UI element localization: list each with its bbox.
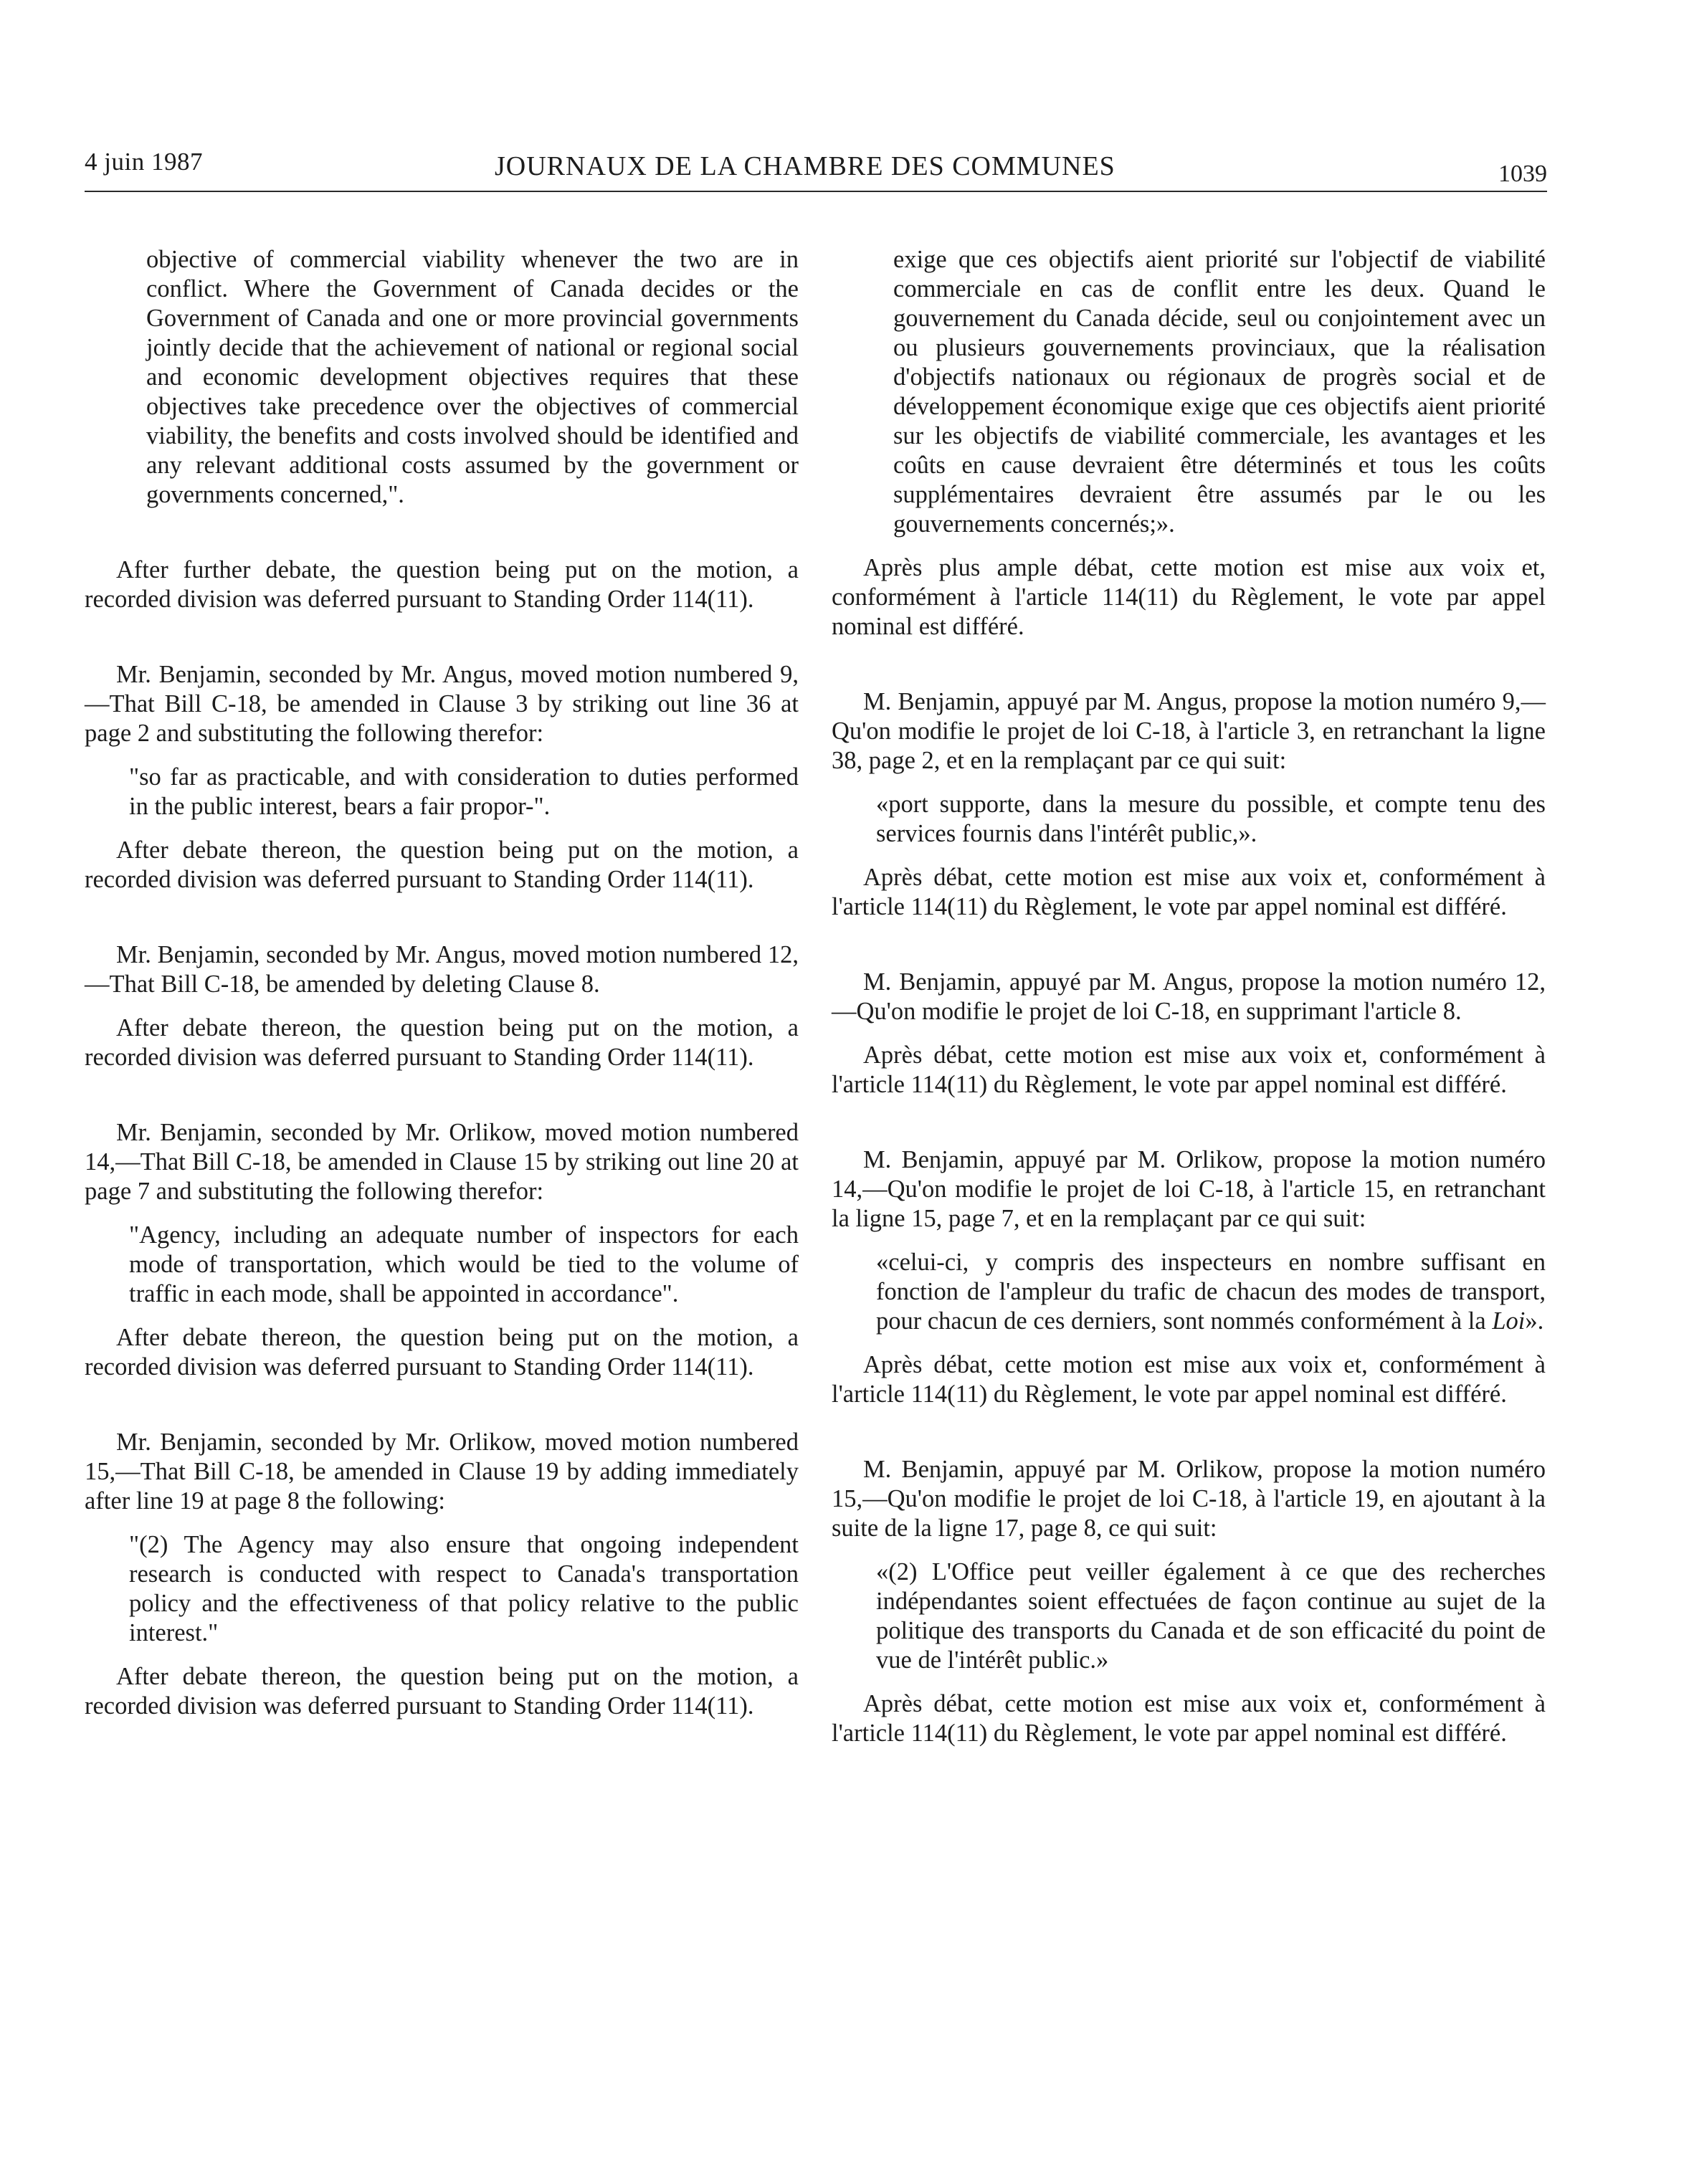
- french-column: [832, 245, 1546, 1748]
- quoted-amendment: "(2) The Agency may also ensure that ongoing independent research is conducted with respect to Canada's transportation policy and the effectiveness of that policy relative to the public interest.": [129, 1531, 799, 1646]
- motion-paragraph: Mr. Benjamin, seconded by Mr. Angus, moved motion numbered 9,—That Bill C-18, be amended in Clause 3 by striking out line 36 at page 2 and substituting the following therefor:: [85, 661, 799, 747]
- quote-end: ».: [1525, 1307, 1544, 1335]
- page-header: [85, 140, 1547, 192]
- motion-paragraph: Mr. Benjamin, seconded by Mr. Orlikow, moved motion numbered 14,—That Bill C-18, be amended in Clause 15 by striking out line 20 at page 7 and substituting the following therefor:: [85, 1119, 799, 1205]
- page-number: 1039: [1498, 161, 1547, 187]
- motion-paragraph: Mr. Benjamin, seconded by Mr. Orlikow, moved motion numbered 15,—That Bill C-18, be amended in Clause 19 by adding immediately after line 19 at page 8 the following:: [85, 1429, 799, 1515]
- motion-paragraph: Mr. Benjamin, seconded by Mr. Angus, moved motion numbered 12,—That Bill C-18, be amended by deleting Clause 8.: [85, 941, 799, 998]
- motion-paragraph: M. Benjamin, appuyé par M. Angus, propose la motion numéro 9,—Qu'on modifie le projet de loi C-18, à l'article 3, en retranchant la ligne 38, page 2, et en la remplaçant par ce qui suit:: [832, 688, 1546, 774]
- english-column: [85, 245, 799, 1721]
- quoted-amendment: «port supporte, dans la mesure du possible, et compte tenu des services fournis dans l'intérêt public,».: [876, 791, 1546, 847]
- continued-paragraph: objective of commercial viability whenever the two are in conflict. Where the Government of Canada decides or the Government of Canada and one or more provincial governments jointly decide that the achievement of national or regional social and economic development objectives requires that these objectives take precedence over the objectives of commercial viability, the benefits and costs involved should be identified and any relevant additional costs assumed by the government or governments concerned,".: [146, 246, 799, 508]
- paragraph: After debate thereon, the question being put on the motion, a recorded division was deferred pursuant to Standing Order 114(11).: [85, 836, 799, 893]
- paragraph: Après débat, cette motion est mise aux voix et, conformément à l'article 114(11) du Règlement, le vote par appel nominal est différé.: [832, 1690, 1546, 1747]
- paragraph: Après débat, cette motion est mise aux voix et, conformément à l'article 114(11) du Règlement, le vote par appel nominal est différé.: [832, 864, 1546, 920]
- quote-text: «celui-ci, y compris des inspecteurs en nombre suffisant en fonction de l'ampleur du trafic de chacun des modes de transport, pour chacun de ces derniers, sont nommés conformément à la: [876, 1249, 1546, 1335]
- paragraph: After further debate, the question being put on the motion, a recorded division was deferred pursuant to Standing Order 114(11).: [85, 556, 799, 613]
- paragraph: After debate thereon, the question being put on the motion, a recorded division was deferred pursuant to Standing Order 114(11).: [85, 1014, 799, 1071]
- header-date: 4 juin 1987: [85, 148, 203, 176]
- quoted-amendment: "Agency, including an adequate number of inspectors for each mode of transportation, which would be tied to the volume of traffic in each mode, shall be appointed in accordance".: [129, 1221, 799, 1307]
- italic-loi: Loi: [1492, 1307, 1526, 1335]
- paragraph: After debate thereon, the question being put on the motion, a recorded division was deferred pursuant to Standing Order 114(11).: [85, 1324, 799, 1381]
- paragraph: After debate thereon, the question being put on the motion, a recorded division was deferred pursuant to Standing Order 114(11).: [85, 1663, 799, 1720]
- paragraph: Après plus ample débat, cette motion est mise aux voix et, conformément à l'article 114(11) du Règlement, le vote par appel nominal est différé.: [832, 554, 1546, 640]
- motion-paragraph: M. Benjamin, appuyé par M. Orlikow, propose la motion numéro 14,—Qu'on modifie le projet de loi C-18, à l'article 15, en retranchant la ligne 15, page 7, et en la remplaçant par ce qui suit:: [832, 1146, 1546, 1232]
- motion-paragraph: M. Benjamin, appuyé par M. Angus, propose la motion numéro 12,—Qu'on modifie le projet de loi C-18, en supprimant l'article 8.: [832, 968, 1546, 1025]
- paragraph: Après débat, cette motion est mise aux voix et, conformément à l'article 114(11) du Règlement, le vote par appel nominal est différé.: [832, 1351, 1546, 1408]
- quoted-amendment: [832, 1248, 1546, 1336]
- quoted-amendment: "so far as practicable, and with consideration to duties performed in the public interest, bears a fair propor-".: [129, 763, 799, 820]
- continued-paragraph: exige que ces objectifs aient priorité sur l'objectif de viabilité commerciale en cas de conflit entre les deux. Quand le gouvernement du Canada décide, seul ou conjointement avec un ou plusieurs gouvernements provinciaux, que la réalisation d'objectifs nationaux ou régionaux de progrès social et de développement économique exige que ces objectifs aient priorité sur les objectifs de viabilité commerciale, les avantages et les coûts en cause devraient être déterminés et tous les coûts supplémentaires devraient être assumés par le ou les gouvernements concernés;».: [893, 246, 1546, 538]
- motion-paragraph: M. Benjamin, appuyé par M. Orlikow, propose la motion numéro 15,—Qu'on modifie le projet de loi C-18, à l'article 19, en ajoutant à la suite de la ligne 17, page 8, ce qui suit:: [832, 1456, 1546, 1542]
- paragraph: Après débat, cette motion est mise aux voix et, conformément à l'article 114(11) du Règlement, le vote par appel nominal est différé.: [832, 1041, 1546, 1098]
- quoted-amendment: «(2) L'Office peut veiller également à ce que des recherches indépendantes soient effectuées de façon continue au sujet de la politique des transports du Canada et de son efficacité du point de vue de l'intérêt public.»: [876, 1558, 1546, 1674]
- header-title: JOURNAUX DE LA CHAMBRE DES COMMUNES: [495, 151, 1115, 181]
